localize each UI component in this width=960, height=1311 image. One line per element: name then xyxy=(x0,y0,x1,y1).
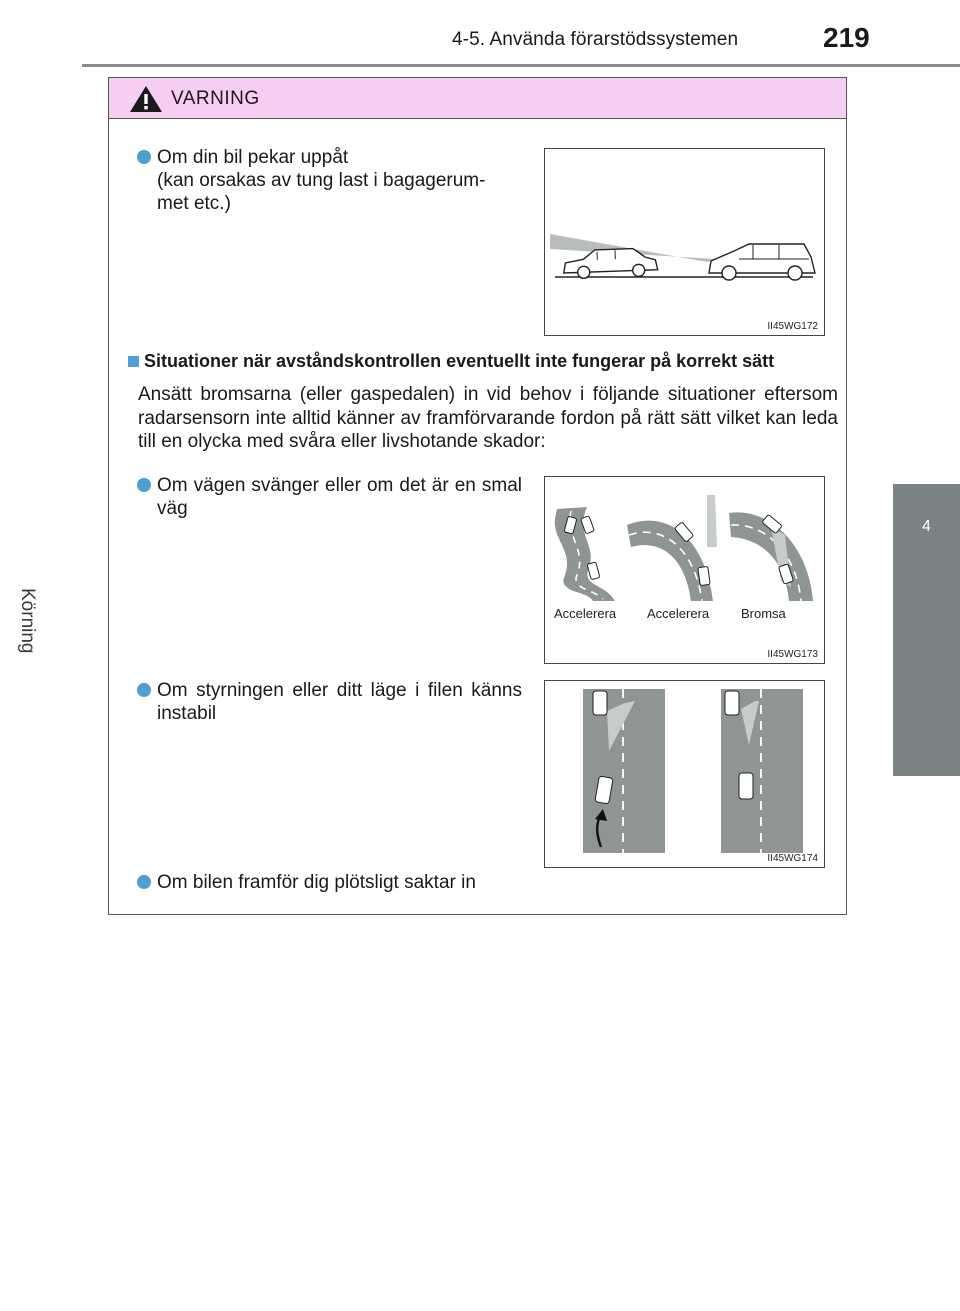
figure-curved-roads xyxy=(544,476,825,664)
curve-label-brake: Bromsa xyxy=(741,606,786,621)
car-pointing-up-illustration xyxy=(545,149,824,335)
body-paragraph: Ansätt bromsarna (eller gaspedalen) in vid behov i följande situationer eftersom radarsensorn inte alltid känner av framförvarande fordon på rätt sätt vilket kan leda till en olycka med svåra eller livshotande skador: xyxy=(138,384,838,452)
bullet-curved-road xyxy=(137,474,522,520)
car-icon xyxy=(698,566,710,585)
bullet-text: Om styrningen eller ditt läge i filen känns instabil xyxy=(157,680,522,724)
chapter-label: Körning xyxy=(17,588,38,654)
bullet-text: Om bilen framför dig plötsligt saktar in xyxy=(157,872,476,893)
warning-title: VARNING xyxy=(171,88,260,109)
suv-ahead-icon xyxy=(709,244,815,280)
heading-square-icon xyxy=(128,356,139,367)
car-icon xyxy=(587,562,600,580)
section-heading-text: Situationer när avståndskontrollen eventuellt inte fungerar på korrekt sätt xyxy=(144,351,775,371)
bullet-dot-icon xyxy=(137,150,151,164)
lead-car-icon xyxy=(593,691,607,715)
chapter-number: 4 xyxy=(922,518,931,535)
warning-triangle-icon xyxy=(129,85,163,113)
warning-header xyxy=(109,78,846,119)
figure-code: II45WG173 xyxy=(767,649,818,660)
bullet-sudden-slowdown xyxy=(137,871,557,894)
page-number: 219 xyxy=(823,22,870,53)
figure-car-pointing-up xyxy=(544,148,825,336)
figure-code: II45WG172 xyxy=(767,321,818,332)
unstable-lane-illustration xyxy=(545,681,824,867)
curved-roads-illustration xyxy=(545,477,824,663)
figure-code: II45WG174 xyxy=(767,853,818,864)
section-title: 4-5. Använda förarstödssystemen xyxy=(452,29,739,50)
bullet-dot-icon xyxy=(137,683,151,697)
curve-label-accelerate-2: Accelerera xyxy=(647,606,710,621)
chapter-tab xyxy=(893,484,960,776)
bullet-car-pointing-up xyxy=(137,146,522,215)
bullet-unstable-steering xyxy=(137,679,522,725)
header-rule xyxy=(82,64,960,67)
section-heading xyxy=(128,351,848,372)
bullet-dot-icon xyxy=(137,478,151,492)
lead-car-icon xyxy=(725,691,739,715)
bullet-text: Om vägen svänger eller om det är en smal väg xyxy=(157,475,522,519)
bullet-text: Om din bil pekar uppåt (kan orsakas av tung last i bagagerum- met etc.) xyxy=(157,147,486,214)
curve-label-accelerate-1: Accelerera xyxy=(554,606,617,621)
own-car-icon xyxy=(739,773,753,799)
bullet-dot-icon xyxy=(137,875,151,889)
figure-unstable-lane xyxy=(544,680,825,868)
